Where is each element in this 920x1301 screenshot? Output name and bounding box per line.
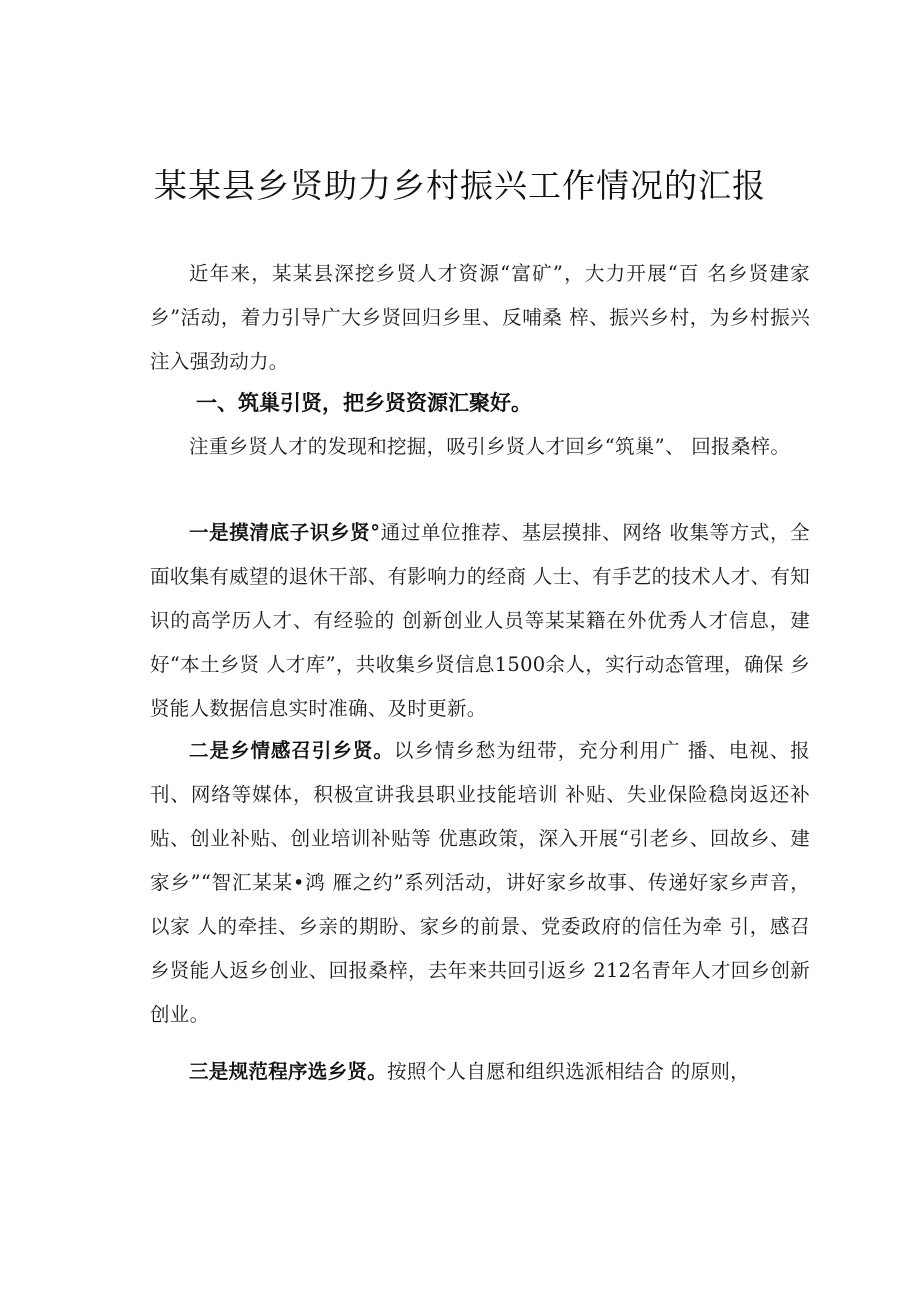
item-3-paragraph <box>150 1050 810 1094</box>
item-3-lead: 三是规范程序选乡贤。 <box>189 1060 388 1083</box>
section-heading: 一、筑巢引贤，把乡贤资源汇聚好。 <box>196 391 532 415</box>
section-intro-paragraph <box>150 425 810 469</box>
item-1-text: 通过单位推荐、基层摸排、网络 收集等方式，全面收集有威望的退休干部、有影响力的经商 人士、有手艺的技术人才、有知识的高学历人才、有经验的 创新创业人员等某某籍在外优秀人才信息，建好“本土乡贤 人才库”，共收集乡贤信息1500余人，实行动态管理，确保 乡贤能人数据信息实时准确、及时更新。 <box>150 521 810 720</box>
item-2-lead: 二是乡情感召引乡贤。 <box>189 739 394 762</box>
document-title: 某某县乡贤助力乡村振兴工作情况的汇报 <box>154 166 766 205</box>
item-3-text: 按照个人自愿和组织选派相结合 的原则， <box>387 1060 750 1083</box>
item-1-lead: 一是摸清底子识乡贤° <box>189 521 381 544</box>
item-2-text: 以乡情乡愁为纽带，充分利用广 播、电视、报刊、网络等媒体，积极宣讲我县职业技能培训 补贴、失业保险稳岗返还补贴、创业补贴、创业培训补贴等 优惠政策，深入开展“引老乡、回故乡、建家乡”“智汇某某•鸿 雁之约”系列活动，讲好家乡故事、传递好家乡声音，以家 人的牵挂、乡亲的期盼、家乡的前景、党委政府的信任为牵 引，感召乡贤能人返乡创业、回报桑梓，去年来共回引返乡 212名青年人才回乡创新创业。 <box>150 739 810 1026</box>
intro-paragraph <box>150 252 810 384</box>
intro-text: 近年来，某某县深挖乡贤人才资源“富矿”，大力开展“百 名乡贤建家乡”活动，着力引导广大乡贤回归乡里、反哺桑 梓、振兴乡村，为乡村振兴注入强劲动力。 <box>150 262 810 373</box>
item-1-paragraph <box>150 511 810 731</box>
item-2-paragraph <box>150 729 810 1037</box>
section-intro-text: 注重乡贤人才的发现和挖掘，吸引乡贤人才回乡“筑巢”、 回报桑梓。 <box>189 435 791 458</box>
